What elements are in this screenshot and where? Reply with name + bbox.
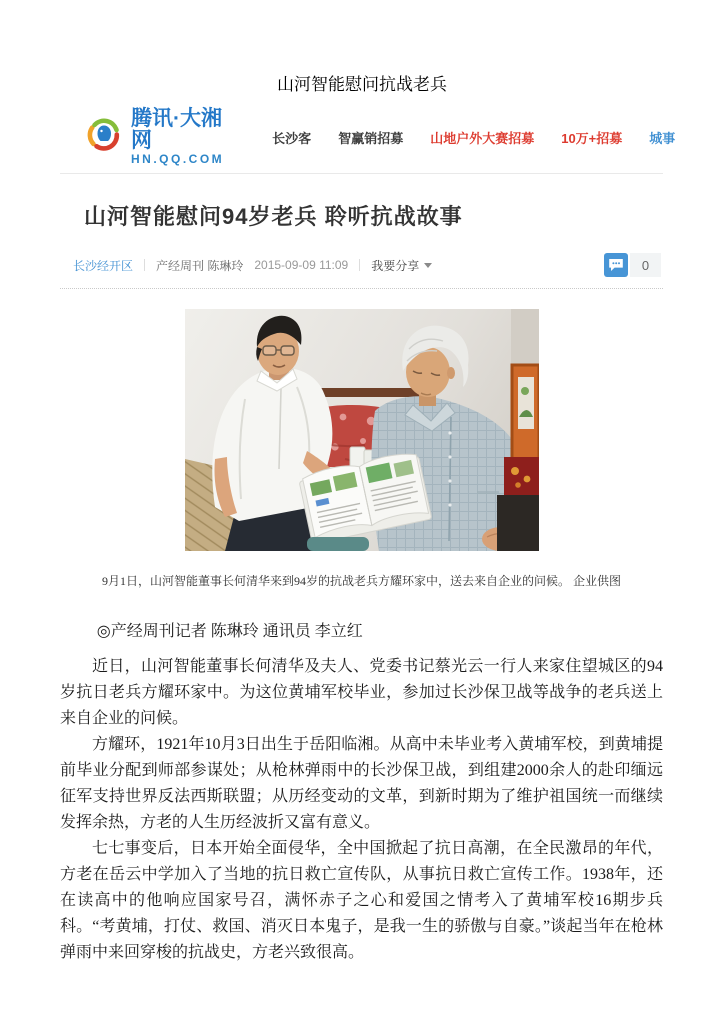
article-figure bbox=[60, 309, 663, 589]
nav-link-chengshi[interactable]: 城事 bbox=[649, 130, 676, 146]
comment-icon[interactable] bbox=[604, 253, 628, 277]
content-column bbox=[60, 107, 676, 966]
chevron-down-icon bbox=[424, 263, 432, 268]
paragraph-1: 近日，山河智能董事长何清华及夫人、党委书记蔡光云一行人来家住望城区的94岁抗日老兵方耀环家中。为这位黄埔军校毕业，参加过长沙保卫战等战争的老兵送上来自企业的问候。 bbox=[60, 658, 663, 727]
photo-caption: 9月1日，山河智能董事长何清华来到94岁的抗战老兵方耀环家中，送去来自企业的问候。 企业供图 bbox=[101, 574, 621, 588]
paragraph-3: 七七事变后，日本开始全面侵华，全中国掀起了抗日高潮，在全民激昂的年代，方老在岳云中学加入了当地的抗日救亡宣传队，从事抗日救亡宣传工作。1938年，还在读高中的他响应国家号召，满怀赤子之心和爱国之情考入了黄埔军校16期步兵科。“考黄埔，打仗、救国、消灭日本鬼子，是我一生的骄傲与自豪。”谈起当年在枪林弹雨中来回穿梭的抗战史，方老兴致很高。 bbox=[60, 840, 663, 961]
share-button[interactable] bbox=[371, 257, 432, 274]
comment-count[interactable]: 0 bbox=[630, 253, 661, 277]
article-photo bbox=[185, 309, 539, 551]
share-label: 我要分享 bbox=[371, 258, 420, 273]
logo-brand-text: 腾讯·大湘网 bbox=[131, 107, 222, 153]
site-nav bbox=[272, 128, 675, 147]
column-author: 产经周刊 陈琳玲 bbox=[156, 258, 244, 273]
comment-widget bbox=[604, 253, 661, 277]
nav-link-10wan-zhaomu[interactable]: 10万+招募 bbox=[561, 130, 623, 146]
tencent-logo-icon bbox=[84, 115, 124, 160]
logo-domain-text: HN.QQ.COM bbox=[131, 152, 225, 167]
document-title: 山河智能慰问抗战老兵 bbox=[277, 75, 447, 94]
nav-link-zhiyingxiao[interactable]: 智赢销招募 bbox=[338, 130, 404, 146]
article-title: 山河智能慰问94岁老兵 聆听抗战故事 bbox=[84, 204, 463, 229]
nav-link-shandi-dasai[interactable]: 山地户外大赛招募 bbox=[430, 130, 535, 146]
paragraph-2: 方耀环，1921年10月3日出生于岳阳临湘。从高中未毕业考入黄埔军校，到黄埔提前毕业分配到师部参谋处；从枪林弹雨中的长沙保卫战，到组建2000余人的赴印缅远征军支持世界反法西斯联盟；从历经变动的文革，到新时期为了维护祖国统一而继续发挥余热，方老的人生历经波折又富有意义。 bbox=[60, 736, 663, 831]
byline: ◎产经周刊记者 陈琳玲 通讯员 李立红 bbox=[96, 623, 363, 640]
site-logo[interactable] bbox=[84, 108, 224, 166]
site-header bbox=[60, 107, 676, 167]
logo-text bbox=[131, 108, 224, 166]
publish-datetime: 2015-09-09 11:09 bbox=[254, 258, 349, 272]
article-meta-bar bbox=[60, 248, 663, 289]
meta-separator bbox=[144, 259, 145, 271]
nav-link-changshake[interactable]: 长沙客 bbox=[272, 130, 312, 146]
source-link[interactable]: 长沙经开区 bbox=[73, 258, 134, 273]
meta-separator bbox=[359, 259, 360, 271]
header-rule bbox=[60, 173, 663, 174]
